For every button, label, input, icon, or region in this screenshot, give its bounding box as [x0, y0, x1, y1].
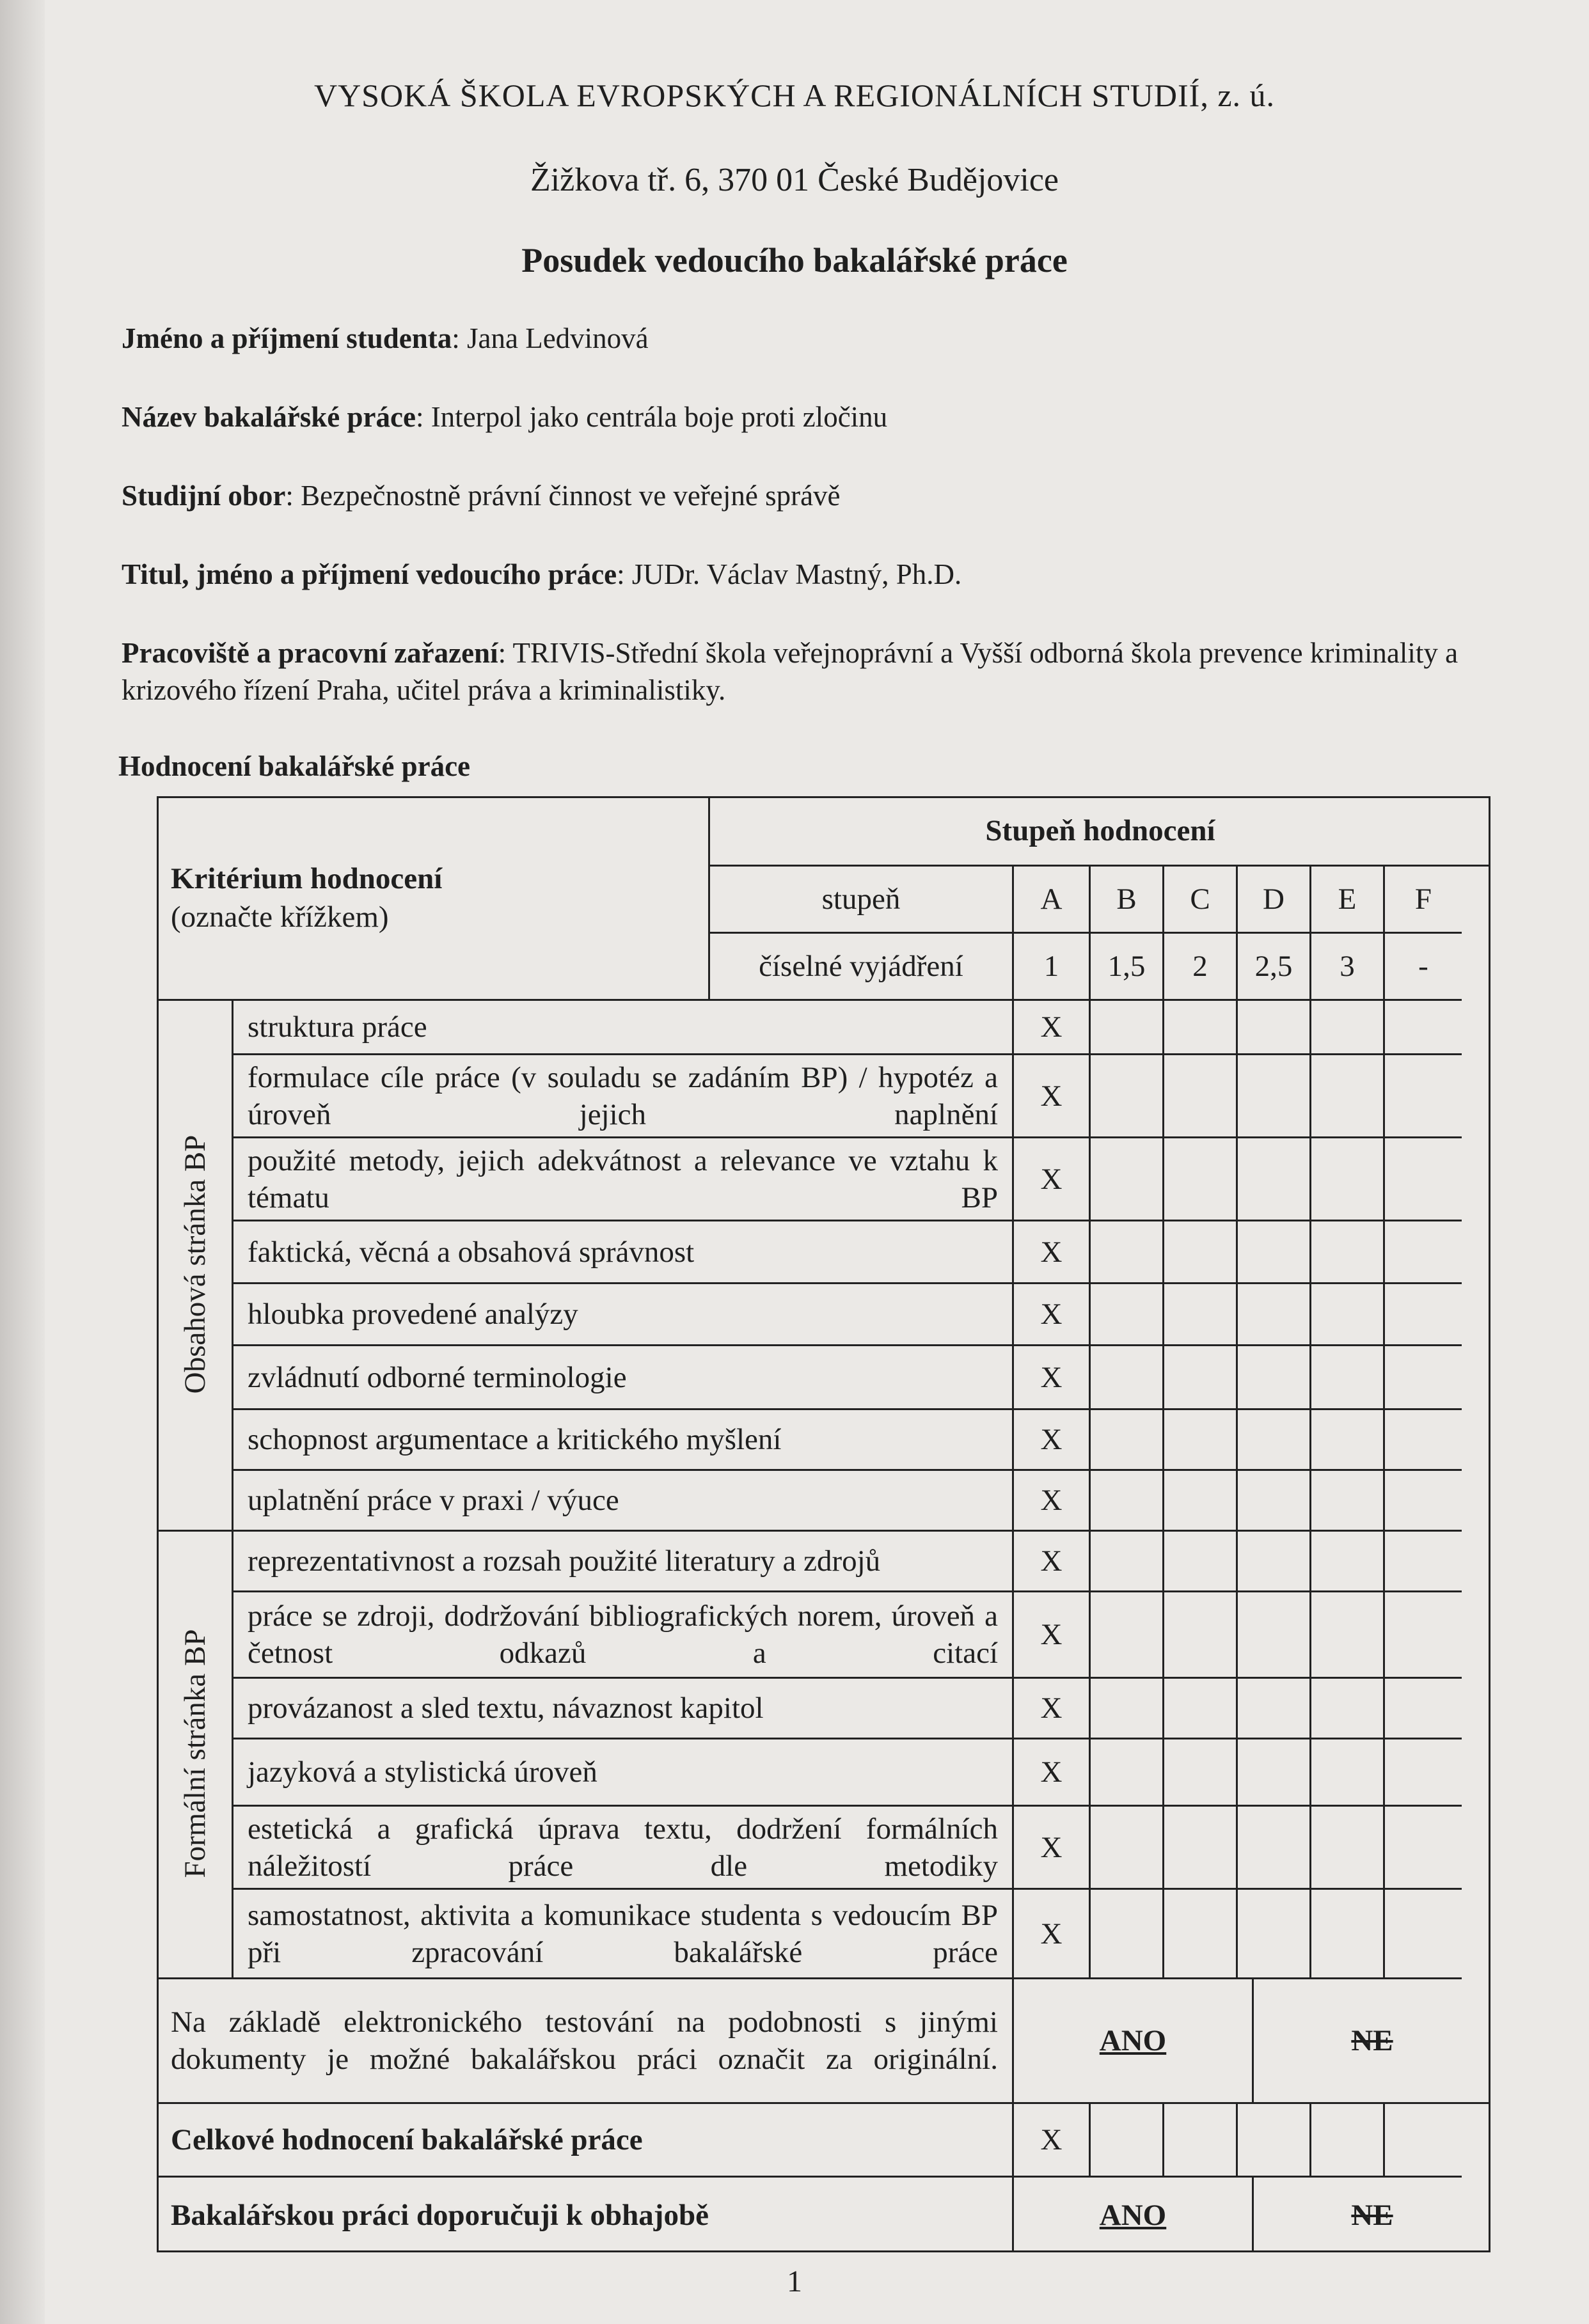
recommend-label: Bakalářskou práci doporučuji k obhajobě	[157, 2178, 1014, 2252]
grade-mark: X	[1014, 1592, 1091, 1679]
grade-empty	[1238, 1410, 1311, 1471]
grade-empty	[1164, 1592, 1238, 1679]
grade-empty	[1091, 1055, 1164, 1138]
grade-empty	[1311, 1410, 1385, 1471]
criterion-row: faktická, věcná a obsahová správnost	[233, 1221, 1014, 1284]
grade-empty	[1164, 1532, 1238, 1592]
grade-mark: X	[1014, 1532, 1091, 1592]
criterion-header-cell	[157, 796, 710, 1001]
criterion-row: hloubka provedené analýzy	[233, 1284, 1014, 1346]
criterion-subheader: (označte křížkem)	[171, 900, 389, 934]
grade-empty	[1385, 1532, 1462, 1592]
field-label: Studijní obor	[122, 480, 286, 512]
grade-empty	[1311, 1532, 1385, 1592]
grade-empty	[1091, 1346, 1164, 1410]
originality-yes: ANO	[1014, 1979, 1254, 2104]
grade-empty	[1238, 1679, 1311, 1739]
grade-mark: X	[1014, 1138, 1091, 1221]
grade-numeric: 1,5	[1091, 934, 1164, 1001]
field-value: : Bezpečnostně právní činnost ve veřejné správě	[285, 480, 841, 512]
grade-empty	[1385, 1346, 1462, 1410]
grade-empty	[1091, 1807, 1164, 1890]
field-supervisor	[122, 556, 961, 593]
field-label: Titul, jméno a příjmení vedoucího práce	[122, 558, 617, 590]
grade-empty	[1311, 1001, 1385, 1055]
grade-empty	[1311, 1592, 1385, 1679]
criterion-row: použité metody, jejich adekvátnost a relevance ve vztahu k tématu BP	[233, 1138, 1014, 1221]
grade-numeric: -	[1385, 934, 1462, 1001]
grade-mark: X	[1014, 1055, 1091, 1138]
row-label-numeric: číselné vyjádření	[710, 934, 1014, 1001]
grade-empty	[1091, 1679, 1164, 1739]
field-value: : JUDr. Václav Mastný, Ph.D.	[617, 558, 962, 590]
grade-empty	[1311, 1138, 1385, 1221]
grade-mark: X	[1014, 1890, 1091, 1979]
grade-numeric: 2	[1164, 934, 1238, 1001]
section-title: Hodnocení bakalářské práce	[118, 750, 471, 782]
field-label: Jméno a příjmení studenta	[122, 322, 452, 354]
institution-name: VYSOKÁ ŠKOLA EVROPSKÝCH A REGIONÁLNÍCH STUDIÍ, z. ú.	[313, 77, 1276, 113]
grade-mark: X	[1014, 1284, 1091, 1346]
grade-letter: D	[1238, 867, 1311, 934]
field-workplace	[122, 634, 1503, 709]
grade-empty	[1311, 1807, 1385, 1890]
grade-empty	[1164, 1055, 1238, 1138]
grade-empty	[1091, 1138, 1164, 1221]
document-title: Posudek vedoucího bakalářské práce	[521, 241, 1068, 279]
grade-empty	[1385, 1001, 1462, 1055]
criterion-row: samostatnost, aktivita a komunikace studenta s vedoucím BP při zpracování bakalářské práce	[233, 1890, 1014, 1979]
grade-mark: X	[1014, 1410, 1091, 1471]
criterion-row: uplatnění práce v praxi / výuce	[233, 1471, 1014, 1532]
field-value: : Jana Ledvinová	[452, 322, 649, 354]
grade-empty	[1385, 1890, 1462, 1979]
grade-empty	[1385, 1807, 1462, 1890]
overall-label: Celkové hodnocení bakalářské práce	[157, 2104, 1014, 2178]
field-thesis-title	[122, 398, 887, 436]
grade-empty	[1311, 1739, 1385, 1807]
grade-empty	[1164, 1890, 1238, 1979]
grade-empty	[1238, 1221, 1311, 1284]
grade-empty	[1164, 1284, 1238, 1346]
criterion-row: jazyková a stylistická úroveň	[233, 1739, 1014, 1807]
criterion-row: estetická a grafická úprava textu, dodržení formálních náležitostí práce dle metodiky	[233, 1807, 1014, 1890]
grade-empty	[1385, 1471, 1462, 1532]
field-student-name	[122, 320, 649, 357]
grade-empty	[1091, 1592, 1164, 1679]
grade-empty	[1238, 1807, 1311, 1890]
grade-mark: X	[1014, 1001, 1091, 1055]
group-formal-label: Formální stránka BP	[178, 1629, 212, 1878]
grade-empty	[1311, 1890, 1385, 1979]
grade-empty	[1311, 1284, 1385, 1346]
criterion-row: schopnost argumentace a kritického myšlení	[233, 1410, 1014, 1471]
grade-empty	[1311, 1471, 1385, 1532]
grade-letter: A	[1014, 867, 1091, 934]
originality-no: NE	[1254, 1979, 1490, 2104]
field-value: : Interpol jako centrála boje proti zločinu	[415, 401, 888, 433]
grade-empty	[1164, 1221, 1238, 1284]
overall-empty	[1311, 2104, 1385, 2178]
grade-empty	[1385, 1592, 1462, 1679]
institution-address: Žižkova tř. 6, 370 01 České Budějovice	[530, 162, 1059, 198]
grade-letter: F	[1385, 867, 1462, 934]
grade-letter: E	[1311, 867, 1385, 934]
grade-empty	[1385, 1138, 1462, 1221]
grade-empty	[1091, 1001, 1164, 1055]
criterion-header: Kritérium hodnocení	[171, 861, 443, 895]
overall-empty	[1091, 2104, 1164, 2178]
grade-empty	[1091, 1739, 1164, 1807]
grade-empty	[1238, 1739, 1311, 1807]
recommend-no: NE	[1351, 2198, 1393, 2232]
field-value: : TRIVIS-Střední škola veřejnoprávní a Vyšší odborná škola prevence kriminality a krizového řízení Praha, učitel práva a kriminalistiky.	[122, 637, 1459, 706]
grade-numeric: 1	[1014, 934, 1091, 1001]
criterion-row: provázanost a sled textu, návaznost kapitol	[233, 1679, 1014, 1739]
criterion-row: zvládnutí odborné terminologie	[233, 1346, 1014, 1410]
grade-empty	[1164, 1138, 1238, 1221]
grade-empty	[1385, 1055, 1462, 1138]
criterion-row: formulace cíle práce (v souladu se zadáním BP) / hypotéz a úroveň jejich naplnění	[233, 1055, 1014, 1138]
overall-empty	[1385, 2104, 1462, 2178]
grade-empty	[1385, 1221, 1462, 1284]
overall-empty	[1164, 2104, 1238, 2178]
grade-empty	[1385, 1739, 1462, 1807]
grade-empty	[1164, 1410, 1238, 1471]
grade-empty	[1311, 1221, 1385, 1284]
grade-mark: X	[1014, 1739, 1091, 1807]
grade-empty	[1091, 1471, 1164, 1532]
overall-mark: X	[1014, 2104, 1091, 2178]
grade-empty	[1164, 1679, 1238, 1739]
grade-empty	[1164, 1739, 1238, 1807]
grade-empty	[1385, 1679, 1462, 1739]
grade-empty	[1238, 1001, 1311, 1055]
grade-empty	[1164, 1471, 1238, 1532]
grade-empty	[1238, 1592, 1311, 1679]
grade-numeric: 2,5	[1238, 934, 1311, 1001]
recommend-yes: ANO	[1014, 2178, 1254, 2252]
grade-empty	[1385, 1410, 1462, 1471]
grade-empty	[1311, 1346, 1385, 1410]
grade-empty	[1164, 1807, 1238, 1890]
field-study-program	[122, 477, 841, 514]
grade-mark: X	[1014, 1471, 1091, 1532]
grade-empty	[1164, 1001, 1238, 1055]
grade-mark: X	[1014, 1346, 1091, 1410]
grade-empty	[1238, 1471, 1311, 1532]
field-label: Pracoviště a pracovní zařazení	[122, 637, 498, 669]
criterion-row: struktura práce	[233, 1001, 1014, 1055]
grade-empty	[1311, 1055, 1385, 1138]
grade-empty	[1091, 1890, 1164, 1979]
grade-letter: C	[1164, 867, 1238, 934]
group-content-label: Obsahová stránka BP	[178, 1135, 212, 1394]
originality-text: Na základě elektronického testování na podobnosti s jinými dokumenty je možné bakalářskou práci označit za originální.	[157, 1979, 1014, 2104]
grade-mark: X	[1014, 1221, 1091, 1284]
grade-empty	[1311, 1679, 1385, 1739]
grade-empty	[1091, 1221, 1164, 1284]
overall-empty	[1238, 2104, 1311, 2178]
grade-empty	[1238, 1138, 1311, 1221]
grade-empty	[1091, 1284, 1164, 1346]
grade-empty	[1164, 1346, 1238, 1410]
grade-letter: B	[1091, 867, 1164, 934]
grade-header: Stupeň hodnocení	[710, 796, 1490, 867]
grade-empty	[1385, 1284, 1462, 1346]
grade-numeric: 3	[1311, 934, 1385, 1001]
criterion-row: reprezentativnost a rozsah použité literatury a zdrojů	[233, 1532, 1014, 1592]
grade-empty	[1238, 1284, 1311, 1346]
grade-empty	[1238, 1346, 1311, 1410]
grade-empty	[1238, 1890, 1311, 1979]
row-label-grade: stupeň	[710, 867, 1014, 934]
grade-empty	[1091, 1532, 1164, 1592]
page-binding-shadow	[0, 0, 45, 2324]
criterion-row: práce se zdroji, dodržování bibliografických norem, úroveň a četnost odkazů a citací	[233, 1592, 1014, 1679]
grade-mark: X	[1014, 1679, 1091, 1739]
grade-empty	[1091, 1410, 1164, 1471]
field-label: Název bakalářské práce	[122, 401, 416, 433]
page-number: 1	[787, 2265, 802, 2298]
grade-empty	[1238, 1532, 1311, 1592]
grade-empty	[1238, 1055, 1311, 1138]
grade-mark: X	[1014, 1807, 1091, 1890]
